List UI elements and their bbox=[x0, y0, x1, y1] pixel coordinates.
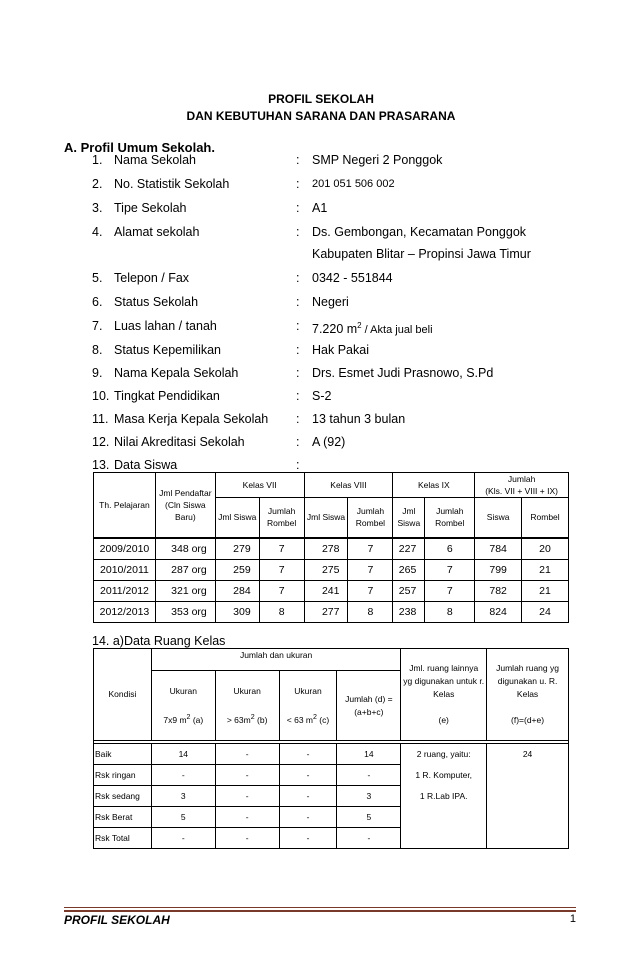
colon: : bbox=[296, 435, 300, 449]
item-label: Status Sekolah bbox=[114, 295, 199, 309]
item-label: Luas lahan / tanah bbox=[114, 319, 217, 333]
cell-rombel-vii: 7 bbox=[259, 559, 304, 580]
table-row bbox=[94, 601, 569, 622]
header-ukuran-a-sup: 2 bbox=[186, 712, 191, 721]
title-line-1: PROFIL SEKOLAH bbox=[268, 92, 374, 106]
header-jml-siswa-vii: Jml Siswa bbox=[215, 498, 259, 538]
header-jml-pendaftar: Jml Pendaftar (Cln Siswa Baru) bbox=[155, 473, 215, 538]
ruang-lainnya-line: 2 ruang, yaitu: bbox=[416, 749, 471, 759]
cell-kondisi: Baik bbox=[94, 744, 152, 765]
item-number: 13. bbox=[92, 458, 110, 472]
cell-rombel-vii: 7 bbox=[259, 580, 304, 601]
footer-divider bbox=[64, 907, 576, 908]
cell-rombel-ix: 7 bbox=[425, 580, 475, 601]
cell-c: - bbox=[279, 807, 337, 828]
area-value: 7.220 m bbox=[312, 322, 358, 337]
profile-item bbox=[92, 433, 245, 451]
cell-tahun: 2011/2012 bbox=[94, 580, 156, 601]
header-ukuran-c-sup: 2 bbox=[313, 712, 317, 721]
item-value: 13 tahun 3 bulan bbox=[312, 412, 406, 426]
cell-ruang-lainnya bbox=[401, 744, 487, 849]
cell-total-rombel: 21 bbox=[522, 559, 569, 580]
cell-b: - bbox=[215, 744, 279, 765]
cell-rombel-vii: 8 bbox=[259, 601, 304, 622]
cell-jumlah-ruang: 24 bbox=[487, 744, 569, 849]
table-row bbox=[94, 538, 569, 560]
cell-rombel-viii: 7 bbox=[348, 538, 393, 560]
header-ruang-lainnya-2: yg digunakan untuk r. Kelas bbox=[403, 676, 485, 699]
table-row bbox=[94, 744, 569, 765]
item-number: 3. bbox=[92, 201, 103, 215]
profile-item bbox=[92, 341, 221, 359]
item-number: 8. bbox=[92, 343, 103, 357]
header-jumlah-d: Jumlah (d) =(a+b+c) bbox=[337, 671, 401, 741]
profile-item bbox=[92, 151, 196, 169]
item-value: Hak Pakai bbox=[312, 343, 369, 357]
cell-d: - bbox=[337, 828, 401, 849]
cell-kondisi: Rsk Berat bbox=[94, 807, 152, 828]
item-value: 201 051 506 002 bbox=[312, 178, 395, 190]
cell-b: - bbox=[215, 765, 279, 786]
item-number: 11. bbox=[92, 412, 109, 426]
item-label: Nama Kepala Sekolah bbox=[114, 366, 239, 380]
cell-siswa-ix: 265 bbox=[393, 559, 425, 580]
colon: : bbox=[296, 319, 300, 333]
header-ukuran-label: Ukuran bbox=[233, 685, 261, 696]
colon: : bbox=[296, 201, 300, 215]
profile-item bbox=[92, 364, 238, 382]
item-number: 7. bbox=[92, 319, 103, 333]
section-a-heading: A. Profil Umum Sekolah. bbox=[64, 140, 215, 155]
profile-item bbox=[92, 175, 229, 193]
cell-siswa-vii: 284 bbox=[215, 580, 259, 601]
header-jumlah-ukuran: Jumlah dan ukuran bbox=[151, 649, 400, 671]
item-value: Negeri bbox=[312, 295, 349, 309]
cell-rombel-vii: 7 bbox=[259, 538, 304, 560]
cell-kondisi: Rsk ringan bbox=[94, 765, 152, 786]
cell-c: - bbox=[279, 765, 337, 786]
item-number: 5. bbox=[92, 271, 103, 285]
cell-b: - bbox=[215, 828, 279, 849]
header-ukuran-b-sup: 2 bbox=[250, 712, 255, 721]
cell-siswa-viii: 278 bbox=[304, 538, 348, 560]
header-total-rombel: Rombel bbox=[522, 498, 569, 538]
header-jumlah-ruang-2: (f)=(d+e) bbox=[511, 715, 545, 725]
colon: : bbox=[296, 271, 300, 285]
cell-siswa-ix: 238 bbox=[393, 601, 425, 622]
cell-siswa-viii: 241 bbox=[304, 580, 348, 601]
item-value: 0342 - 551844 bbox=[312, 271, 393, 285]
cell-c: - bbox=[279, 828, 337, 849]
colon: : bbox=[296, 389, 300, 403]
cell-rombel-viii: 7 bbox=[348, 580, 393, 601]
cell-c: - bbox=[279, 744, 337, 765]
item-label: Tingkat Pendidikan bbox=[114, 389, 220, 403]
header-jumlah-rombel-ix: Jumlah Rombel bbox=[425, 498, 475, 538]
cell-a: 14 bbox=[151, 744, 215, 765]
profile-item bbox=[92, 317, 217, 335]
item-label: Nama Sekolah bbox=[114, 153, 196, 167]
area-unit-superscript: 2 bbox=[357, 321, 362, 330]
header-jumlah bbox=[475, 473, 569, 498]
header-ruang-lainnya-1: Jml. ruang lainnya bbox=[409, 663, 479, 673]
cell-total-siswa: 782 bbox=[475, 580, 522, 601]
cell-a: 3 bbox=[151, 786, 215, 807]
header-ruang-lainnya-3: (e) bbox=[438, 715, 449, 725]
colon: : bbox=[296, 153, 300, 167]
header-kelas-ix: Kelas IX bbox=[393, 473, 475, 498]
header-tahun-pelajaran: Th. Pelajaran bbox=[94, 473, 156, 538]
cell-d: 5 bbox=[337, 807, 401, 828]
header-jumlah-rombel-viii: Jumlah Rombel bbox=[348, 498, 393, 538]
item-label: Status Kepemilikan bbox=[114, 343, 222, 357]
cell-siswa-vii: 309 bbox=[215, 601, 259, 622]
ruang-lainnya-line: 1 R. Komputer, bbox=[415, 770, 473, 780]
cell-siswa-viii: 275 bbox=[304, 559, 348, 580]
item-value-line2: Kabupaten Blitar – Propinsi Jawa Timur bbox=[312, 247, 531, 261]
cell-c: - bbox=[279, 786, 337, 807]
header-jumlah-subtitle: (Kls. VII + VIII + IX) bbox=[485, 486, 558, 496]
cell-total-siswa: 799 bbox=[475, 559, 522, 580]
item-label: Tipe Sekolah bbox=[114, 201, 187, 215]
cell-tahun: 2009/2010 bbox=[94, 538, 156, 560]
item-number: 9. bbox=[92, 366, 103, 380]
cell-a: - bbox=[151, 828, 215, 849]
item-value: Drs. Esmet Judi Prasnowo, S.Pd bbox=[312, 366, 494, 380]
item-value: A1 bbox=[312, 201, 328, 215]
header-jumlah-ruang bbox=[487, 649, 569, 741]
cell-b: - bbox=[215, 786, 279, 807]
cell-total-rombel: 21 bbox=[522, 580, 569, 601]
footer-divider-thick bbox=[64, 910, 576, 912]
cell-kondisi: Rsk sedang bbox=[94, 786, 152, 807]
cell-total-siswa: 784 bbox=[475, 538, 522, 560]
profile-item bbox=[92, 269, 189, 287]
cell-b: - bbox=[215, 807, 279, 828]
header-jml-siswa-viii: Jml Siswa bbox=[304, 498, 348, 538]
cell-a: - bbox=[151, 765, 215, 786]
title-line-2: DAN KEBUTUHAN SARANA DAN PRASARANA bbox=[186, 109, 456, 123]
cell-rombel-ix: 6 bbox=[425, 538, 475, 560]
header-ukuran-c-tail: (c) bbox=[316, 714, 330, 725]
cell-pendaftar: 348 org bbox=[155, 538, 215, 560]
header-ukuran-label: Ukuran bbox=[169, 685, 197, 696]
cell-siswa-viii: 277 bbox=[304, 601, 348, 622]
header-ukuran-b bbox=[215, 671, 279, 741]
item-value bbox=[312, 317, 433, 339]
cell-pendaftar: 287 org bbox=[155, 559, 215, 580]
colon: : bbox=[296, 458, 300, 472]
header-ukuran-a-value: 7x9 m bbox=[163, 714, 187, 725]
cell-tahun: 2012/2013 bbox=[94, 601, 156, 622]
item-value: Ds. Gembongan, Kecamatan Ponggok bbox=[312, 225, 527, 239]
cell-tahun: 2010/2011 bbox=[94, 559, 156, 580]
cell-rombel-viii: 7 bbox=[348, 559, 393, 580]
header-jumlah-rombel-vii: Jumlah Rombel bbox=[259, 498, 304, 538]
page-number: 1 bbox=[569, 913, 576, 925]
header-ukuran-b-tail: (b) bbox=[254, 714, 268, 725]
cell-total-siswa: 824 bbox=[475, 601, 522, 622]
item-value: SMP Negeri 2 Ponggok bbox=[312, 153, 443, 167]
colon: : bbox=[296, 177, 300, 191]
cell-pendaftar: 321 org bbox=[155, 580, 215, 601]
header-ukuran-b-value: > 63m bbox=[226, 714, 251, 725]
item-value: S-2 bbox=[312, 389, 332, 403]
item-number: 4. bbox=[92, 225, 103, 239]
item-label: No. Statistik Sekolah bbox=[114, 177, 230, 191]
header-total-siswa: Siswa bbox=[475, 498, 522, 538]
colon: : bbox=[296, 412, 300, 426]
colon: : bbox=[296, 343, 300, 357]
header-ukuran-c-value: < 63 m bbox=[286, 714, 313, 725]
cell-siswa-ix: 257 bbox=[393, 580, 425, 601]
colon: : bbox=[296, 366, 300, 380]
cell-siswa-ix: 227 bbox=[393, 538, 425, 560]
cell-kondisi: Rsk Total bbox=[94, 828, 152, 849]
item-number: 10. bbox=[92, 389, 110, 403]
item-label: Alamat sekolah bbox=[114, 225, 200, 239]
cell-total-rombel: 20 bbox=[522, 538, 569, 560]
item-number: 1. bbox=[92, 153, 103, 167]
profile-item bbox=[92, 199, 187, 217]
item-14-heading: 14. a)Data Ruang Kelas bbox=[92, 634, 226, 648]
header-kondisi: Kondisi bbox=[94, 649, 152, 741]
header-jumlah-ruang-1: Jumlah ruang yg digunakan u. R. Kelas bbox=[496, 663, 559, 699]
header-ukuran-label: Ukuran bbox=[294, 685, 322, 696]
item-label: Nilai Akreditasi Sekolah bbox=[114, 435, 245, 449]
item-value: A (92) bbox=[312, 435, 346, 449]
cell-rombel-viii: 8 bbox=[348, 601, 393, 622]
item-label: Masa Kerja Kepala Sekolah bbox=[114, 412, 269, 426]
header-ukuran-c bbox=[279, 671, 337, 741]
table-row bbox=[94, 559, 569, 580]
cell-d: 3 bbox=[337, 786, 401, 807]
header-jml-siswa-ix: Jml Siswa bbox=[393, 498, 425, 538]
header-jumlah-title: Jumlah bbox=[507, 474, 536, 484]
footer-title: PROFIL SEKOLAH bbox=[64, 913, 170, 927]
item-number: 6. bbox=[92, 295, 103, 309]
colon: : bbox=[296, 225, 300, 239]
header-ruang-lainnya bbox=[401, 649, 487, 741]
cell-rombel-ix: 7 bbox=[425, 559, 475, 580]
cell-d: 14 bbox=[337, 744, 401, 765]
cell-d: - bbox=[337, 765, 401, 786]
header-ukuran-a bbox=[151, 671, 215, 741]
ruang-lainnya-line: 1 R.Lab IPA. bbox=[419, 791, 468, 801]
cell-siswa-vii: 259 bbox=[215, 559, 259, 580]
table-row bbox=[94, 580, 569, 601]
profile-item bbox=[92, 223, 199, 241]
cell-total-rombel: 24 bbox=[522, 601, 569, 622]
item-number: 2. bbox=[92, 177, 103, 191]
item-number: 12. bbox=[92, 435, 110, 449]
profile-item bbox=[92, 410, 268, 428]
cell-pendaftar: 353 org bbox=[155, 601, 215, 622]
cell-a: 5 bbox=[151, 807, 215, 828]
item-label: Data Siswa bbox=[114, 458, 178, 472]
header-kelas-vii: Kelas VII bbox=[215, 473, 304, 498]
profile-item bbox=[92, 387, 220, 405]
profile-item bbox=[92, 293, 198, 311]
classroom-data-table bbox=[93, 648, 569, 849]
header-ukuran-a-tail: (a) bbox=[190, 714, 204, 725]
student-data-table bbox=[93, 472, 569, 623]
area-note: / Akta jual beli bbox=[361, 324, 433, 337]
cell-rombel-ix: 8 bbox=[425, 601, 475, 622]
header-kelas-viii: Kelas VIII bbox=[304, 473, 393, 498]
item-label: Telepon / Fax bbox=[114, 271, 190, 285]
colon: : bbox=[296, 295, 300, 309]
cell-siswa-vii: 279 bbox=[215, 538, 259, 560]
